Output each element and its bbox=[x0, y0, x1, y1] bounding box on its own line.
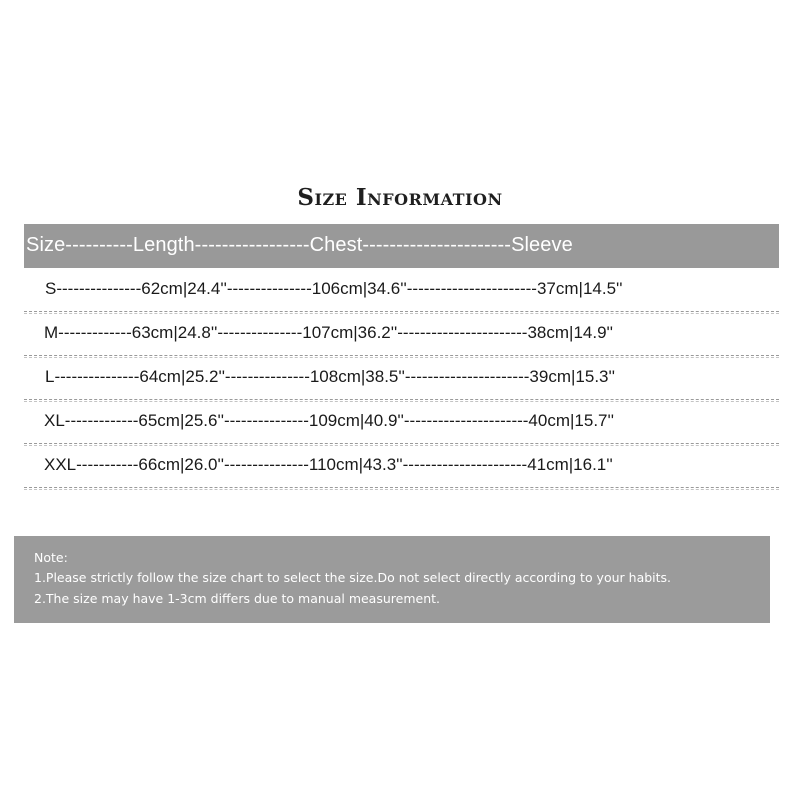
size-table-header-text: Size----------Length-----------------Chest----------------------Sleeve bbox=[26, 234, 573, 256]
note-line-2: 2.The size may have 1-3cm differs due to manual measurement. bbox=[34, 591, 440, 606]
row-text: S---------------62cm|24.4''---------------106cm|34.6''-----------------------37cm|14.5'' bbox=[45, 279, 623, 298]
row-text: XL-------------65cm|25.6''---------------109cm|40.9''----------------------40cm|15.7'' bbox=[44, 411, 614, 430]
page-title: Size Information bbox=[297, 184, 503, 211]
note-line-1: 1.Please strictly follow the size chart to select the size.Do not select directly according to your habits. bbox=[34, 570, 672, 585]
row-text: M-------------63cm|24.8''---------------107cm|36.2''-----------------------38cm|14.9'' bbox=[44, 323, 614, 342]
table-row bbox=[24, 356, 779, 400]
note-heading: Note: bbox=[34, 550, 68, 565]
table-row bbox=[24, 444, 779, 488]
row-text: L---------------64cm|25.2''---------------108cm|38.5''----------------------39cm|15.3'' bbox=[45, 367, 615, 386]
table-row bbox=[24, 268, 779, 312]
note-box bbox=[14, 536, 770, 623]
table-row bbox=[24, 312, 779, 356]
size-table-header bbox=[24, 224, 779, 268]
table-row bbox=[24, 400, 779, 444]
row-divider bbox=[24, 487, 779, 488]
row-text: XXL-----------66cm|26.0''---------------110cm|43.3''----------------------41cm|16.1'' bbox=[44, 455, 613, 474]
